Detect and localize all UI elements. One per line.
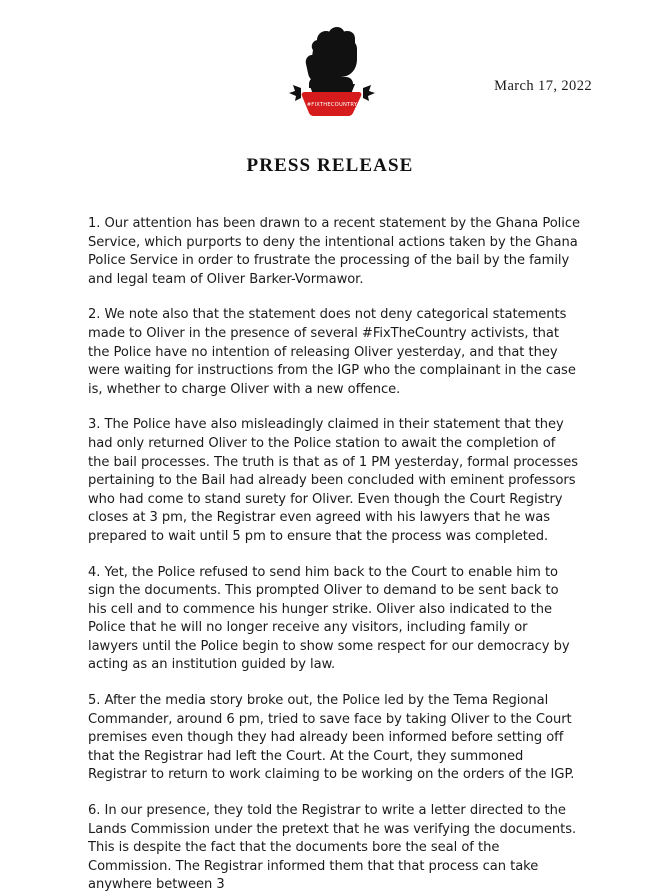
page-title: PRESS RELEASE bbox=[246, 155, 414, 176]
document-body bbox=[88, 215, 580, 895]
paragraph: 1. Our attention has been drawn to a recent statement by the Ghana Police Service, which purports to deny the intentional actions taken by the Ghana Police Service in order to frustrate the processing of the bail by the family and legal team of Oliver Barker-Vormawor. bbox=[88, 216, 580, 287]
logo-banner-text: #FIXTHECOUNTRY bbox=[306, 102, 358, 108]
raised-fist-megaphone-logo bbox=[287, 22, 377, 117]
paragraph: 5. After the media story broke out, the Police led by the Tema Regional Commander, around 6 pm, tried to save face by taking Oliver to the Court premises even though they had already been informed before setting off that the Registrar had left the Court. At the Court, they summoned Registrar to return to work claiming to be working on the orders of the IGP. bbox=[88, 693, 575, 783]
paragraph: 6. In our presence, they told the Registrar to write a letter directed to the Lands Commission under the pretext that he was verifying the documents. This is despite the fact that the documents bore the seal of the Commission. The Registrar informed them that that process can take anywhere between 3 bbox=[88, 803, 577, 893]
document-date: March 17, 2022 bbox=[494, 78, 592, 94]
paragraph: 3. The Police have also misleadingly claimed in their statement that they had only returned Oliver to the Police station to await the completion of the bail processes. The truth is that as of 1 PM yesterday, formal processes pertaining to the Bail had already been concluded with eminent professors who had come to stand surety for Oliver. Even though the Court Registry closes at 3 pm, the Registrar even agreed with his lawyers that he was prepared to wait until 5 pm to ensure that the process was completed. bbox=[88, 417, 579, 544]
logo-graphic bbox=[287, 22, 377, 117]
paragraph: 4. Yet, the Police refused to send him back to the Court to enable him to sign the documents. This prompted Oliver to demand to be sent back to his cell and to commence his hunger strike. Oliver also indicated to the Police that he will no longer receive any visitors, including family or lawyers until the Police begin to show some respect for our democracy by acting as an institution guided by law. bbox=[88, 564, 570, 673]
paragraph: 2. We note also that the statement does not deny categorical statements made to Oliver in the presence of several #FixTheCountry activists, that the Police have no intention of releasing Oliver yesterday, and that they were waiting for instructions from the IGP who the complainant in the case is, whether to charge Oliver with a new offence. bbox=[88, 307, 576, 397]
